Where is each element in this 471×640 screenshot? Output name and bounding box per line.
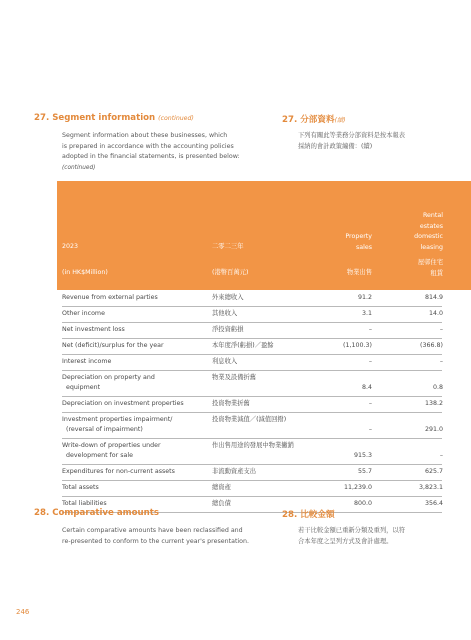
cell-rental-leasing: (366.8) (420, 342, 443, 349)
section-27-heading-en: 27. Segment information (continued) (34, 113, 194, 123)
table-row (62, 293, 471, 303)
cell-property-sales: 915.3 (353, 452, 372, 459)
row-divider (62, 496, 442, 497)
section-28-paragraph-en: Certain comparative amounts have been reclassified and re-presented to conform to the current year's presentation. (62, 527, 250, 545)
row-label-en: Interest income (62, 358, 112, 365)
cell-property-sales: – (368, 400, 372, 407)
cell-rental-leasing: 138.2 (424, 400, 443, 407)
col-rental-leasing-header-zh: 屋邨住宅 租賃 (417, 259, 443, 277)
cell-property-sales: – (368, 326, 372, 333)
cell-property-sales: 800.0 (353, 500, 372, 507)
table-row (62, 399, 471, 409)
row-label-zh: 利息收入 (212, 358, 238, 365)
cell-rental-leasing: 356.4 (424, 500, 443, 507)
row-label-en: Net (deficit)/surplus for the year (62, 342, 164, 349)
row-divider (62, 322, 442, 323)
cell-property-sales: 8.4 (361, 384, 372, 391)
row-label-en: Revenue from external parties (62, 294, 158, 301)
row-label-zh: 非流動資產支出 (212, 468, 257, 475)
row-divider (62, 396, 442, 397)
cell-property-sales: – (368, 358, 372, 365)
table-row (62, 415, 471, 435)
row-label-en: Investment properties impairment/ (reversal of impairment) (62, 416, 173, 433)
row-label-zh: 其他收入 (212, 310, 238, 317)
cell-rental-leasing: – (439, 452, 443, 459)
row-label-zh: 物業及設備折舊 (212, 374, 257, 381)
row-label-en: Total assets (62, 484, 99, 491)
row-label-zh: 作出售用途的發展中物業撇銷 (212, 442, 294, 449)
table-unit-zh: (港幣百萬元) (212, 269, 249, 276)
section-27-paragraph-en: Segment information about these businesses, which is prepared in accordance with the accounting policies adopted in the financial statements, is presented below: (continued) (62, 132, 240, 171)
table-row (62, 441, 471, 461)
col-rental-leasing-header: Rental estates domestic leasing (414, 212, 443, 251)
cell-rental-leasing: 625.7 (424, 468, 443, 475)
cell-rental-leasing: 14.0 (428, 310, 443, 317)
row-label-en: Total liabilities (62, 500, 107, 507)
row-label-zh: 投資物業折舊 (212, 400, 250, 407)
cell-property-sales: 91.2 (357, 294, 372, 301)
page-number: 246 (16, 608, 30, 616)
row-divider (62, 306, 442, 307)
section-28-heading-en: 28. Comparative amounts (34, 508, 159, 518)
row-label-en: Write-down of properties under development for sale (62, 442, 161, 459)
row-label-zh: 本年度淨(虧損)／盈餘 (212, 342, 274, 349)
row-label-en: Other income (62, 310, 105, 317)
cell-property-sales: 3.1 (361, 310, 372, 317)
cell-rental-leasing: 0.8 (432, 384, 443, 391)
col-property-sales-header-zh: 物業出售 (346, 269, 372, 276)
table-unit-en: (in HK$Million) (62, 269, 108, 276)
table-row (62, 373, 471, 393)
row-divider (62, 370, 442, 371)
section-28-heading-zh: 28. 比較金額 (282, 510, 335, 520)
row-label-zh: 淨投資虧損 (212, 326, 244, 333)
cell-rental-leasing: – (439, 326, 443, 333)
row-label-en: Depreciation on property and equipment (62, 374, 155, 391)
cell-rental-leasing: 291.0 (424, 426, 443, 433)
cell-property-sales: 55.7 (357, 468, 372, 475)
cell-rental-leasing: 814.9 (424, 294, 443, 301)
row-divider (62, 464, 442, 465)
cell-property-sales: 11,239.0 (343, 484, 372, 491)
row-label-zh: 總資產 (212, 484, 231, 491)
cell-property-sales: (1,100.3) (343, 342, 372, 349)
cell-rental-leasing: – (439, 358, 443, 365)
table-row (62, 357, 471, 367)
col-property-sales-header: Property sales (345, 233, 372, 251)
row-label-en: Net investment loss (62, 326, 125, 333)
row-label-zh: 外來總收入 (212, 294, 244, 301)
row-label-zh: 投資物業減值／(減值回撥) (212, 416, 287, 423)
row-divider (62, 480, 442, 481)
table-row (62, 467, 471, 477)
section-27-heading-zh: 27. 分部資料(續) (282, 115, 346, 125)
cell-rental-leasing: 3,823.1 (418, 484, 443, 491)
table-year-en: 2023 (62, 243, 79, 250)
row-label-en: Depreciation on investment properties (62, 400, 184, 407)
table-row (62, 483, 471, 493)
table-row (62, 341, 471, 351)
table-row (62, 309, 471, 319)
row-label-en: Expenditures for non-current assets (62, 468, 175, 475)
row-label-zh: 總負債 (212, 500, 231, 507)
table-row (62, 325, 471, 335)
table-year-zh: 二零二三年 (212, 243, 244, 250)
row-divider (62, 438, 442, 439)
row-divider (62, 338, 442, 339)
row-divider (62, 354, 442, 355)
row-divider (62, 412, 442, 413)
section-27-paragraph-zh: 下列有關此等業務分部資料是按本報表 採納的會計政策編備：(續) (298, 132, 406, 150)
section-28-paragraph-zh: 若干比較金額已重新分類及重列，以符 合本年度之呈列方式及會計處理。 (298, 527, 406, 545)
cell-property-sales: – (368, 426, 372, 433)
